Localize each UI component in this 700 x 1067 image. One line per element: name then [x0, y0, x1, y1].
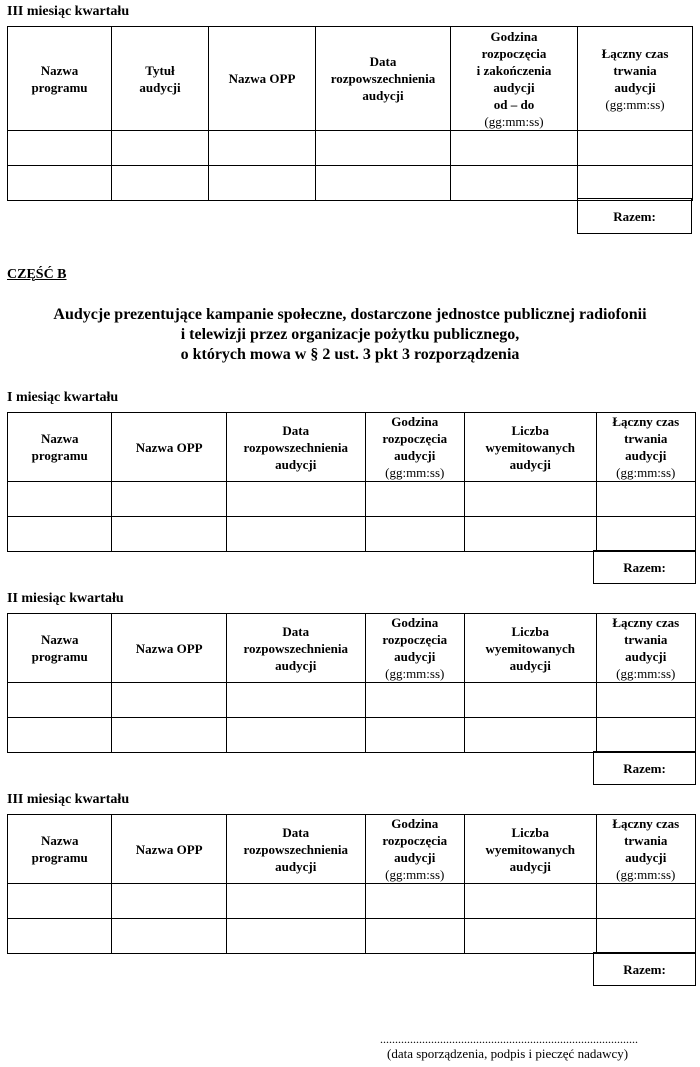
table-b-month-3: [7, 814, 696, 954]
column-header-line: programu: [31, 79, 88, 95]
table-cell[interactable]: [365, 683, 464, 718]
table-row: [8, 166, 693, 201]
column-header-line: audycji: [394, 649, 436, 664]
table-cell[interactable]: [365, 517, 464, 552]
column-header-line: trwania: [613, 62, 657, 78]
column-header: [451, 27, 578, 131]
table-header-row: [8, 815, 696, 884]
total-label: Razem:: [594, 953, 696, 986]
column-header: [464, 413, 596, 482]
column-header-line: rozpoczęcia: [382, 632, 448, 647]
total-box-b-month-3: [593, 952, 696, 986]
table-cell[interactable]: [365, 718, 464, 753]
table-row: [8, 517, 696, 552]
total-label: Razem:: [578, 199, 692, 234]
signature-line: ......................................................................................: [380, 1032, 638, 1046]
column-header: [365, 413, 464, 482]
column-header-line: wyemitowanych: [485, 841, 575, 857]
column-header-line: Nazwa OPP: [228, 71, 296, 86]
column-header-line: Godzina: [391, 615, 439, 630]
part-b-title-line: i telewizji przez organizacje pożytku publicznego,: [180, 326, 520, 343]
column-header-line: audycji: [614, 79, 656, 95]
total-box-a-month-3: [577, 198, 692, 234]
table-cell[interactable]: [209, 131, 316, 166]
column-header: [112, 413, 226, 482]
column-header: [112, 27, 209, 131]
table-cell[interactable]: [8, 683, 112, 718]
column-header-line: audycji: [625, 850, 667, 865]
column-header-line: audycji: [275, 456, 317, 472]
column-header: [8, 815, 112, 884]
table-cell[interactable]: [316, 131, 451, 166]
column-header-line: trwania: [624, 632, 668, 647]
table-cell[interactable]: [464, 919, 596, 954]
column-header-line: od – do: [493, 96, 535, 112]
column-header-line: Łączny czas: [601, 45, 669, 61]
column-header-line: Nazwa OPP: [135, 439, 203, 455]
table-cell[interactable]: [451, 166, 578, 201]
column-header-line: audycji: [275, 657, 317, 673]
table-row: [8, 482, 696, 517]
table-cell[interactable]: [316, 166, 451, 201]
column-header-line: Nazwa OPP: [135, 841, 203, 857]
column-header-line: Liczba: [511, 824, 550, 840]
section-label-b-month-1: I miesiąc kwartału: [7, 390, 119, 405]
table-cell[interactable]: [8, 517, 112, 552]
column-header: [316, 27, 451, 131]
column-header-line: Tytuł: [145, 62, 175, 78]
table-cell[interactable]: [112, 884, 226, 919]
column-header-line: Nazwa: [40, 62, 79, 78]
column-header-unit: (gg:mm:ss): [385, 465, 445, 480]
table-cell[interactable]: [464, 718, 596, 753]
column-header-line: trwania: [624, 833, 668, 848]
total-label: Razem:: [594, 752, 696, 785]
table-cell[interactable]: [464, 683, 596, 718]
table-b-month-2: [7, 613, 696, 753]
column-header-line: rozpowszechnienia: [330, 71, 436, 86]
part-b-title-line: Audycje prezentujące kampanie społeczne, dostarczone jednostce publicznej radiofonii: [53, 306, 647, 323]
column-header-line: Nazwa OPP: [135, 640, 203, 656]
column-header-line: audycji: [509, 456, 551, 472]
table-cell[interactable]: [8, 919, 112, 954]
column-header: [226, 413, 365, 482]
signature-caption: (data sporządzenia, podpis i pieczęć nadawcy): [387, 1046, 629, 1061]
column-header-line: audycji: [275, 858, 317, 874]
column-header-line: Data: [282, 623, 310, 639]
column-header-line: programu: [31, 850, 88, 865]
table-cell[interactable]: [226, 683, 365, 718]
column-header: [112, 815, 226, 884]
column-header-line: Godzina: [391, 816, 439, 831]
column-header-line: rozpowszechnienia: [243, 439, 348, 455]
table-cell[interactable]: [365, 919, 464, 954]
section-label-a-month-3: III miesiąc kwartału: [7, 4, 130, 19]
column-header: [464, 815, 596, 884]
column-header-line: audycji: [362, 88, 404, 103]
column-header: [464, 614, 596, 683]
table-cell[interactable]: [8, 131, 112, 166]
column-header-line: wyemitowanych: [485, 640, 575, 656]
table-cell[interactable]: [365, 482, 464, 517]
column-header: [596, 614, 695, 683]
table-cell[interactable]: [578, 131, 693, 166]
table-cell[interactable]: [226, 884, 365, 919]
table-header-row: [8, 413, 696, 482]
column-header: [226, 815, 365, 884]
column-header-line: Data: [282, 422, 310, 438]
column-header-line: Nazwa: [40, 632, 79, 647]
column-header-line: audycji: [625, 448, 667, 463]
column-header: [578, 27, 693, 131]
column-header-line: rozpowszechnienia: [243, 640, 348, 656]
section-label-b-month-2: II miesiąc kwartału: [7, 591, 124, 606]
column-header: [209, 27, 316, 131]
column-header-line: Łączny czas: [612, 414, 680, 429]
table-cell[interactable]: [596, 482, 695, 517]
column-header-line: Data: [282, 824, 310, 840]
table-cell[interactable]: [112, 166, 209, 201]
column-header: [8, 27, 112, 131]
table-row: [8, 919, 696, 954]
table-cell[interactable]: [8, 718, 112, 753]
table-cell[interactable]: [464, 482, 596, 517]
column-header: [112, 614, 226, 683]
table-cell[interactable]: [578, 166, 693, 201]
column-header-line: audycji: [139, 79, 181, 95]
table-cell[interactable]: [596, 919, 695, 954]
table-cell[interactable]: [226, 718, 365, 753]
table-cell[interactable]: [112, 919, 226, 954]
column-header-unit: (gg:mm:ss): [484, 113, 544, 129]
table-cell[interactable]: [365, 884, 464, 919]
table-cell[interactable]: [596, 884, 695, 919]
part-b-heading: CZĘŚĆ B: [7, 267, 67, 282]
table-row: [8, 718, 696, 753]
column-header-line: audycji: [509, 858, 551, 874]
table-cell[interactable]: [226, 517, 365, 552]
column-header: [226, 614, 365, 683]
column-header-line: audycji: [493, 79, 535, 95]
column-header-line: wyemitowanych: [485, 439, 575, 455]
column-header-unit: (gg:mm:ss): [385, 867, 445, 882]
column-header-line: Liczba: [511, 422, 550, 438]
table-cell[interactable]: [226, 482, 365, 517]
table-a-month-3: [7, 26, 693, 201]
table-cell[interactable]: [112, 131, 209, 166]
table-cell[interactable]: [112, 517, 226, 552]
column-header-line: Godzina: [490, 28, 538, 44]
part-b-title: [0, 305, 700, 365]
total-box-b-month-2: [593, 751, 696, 785]
column-header-line: rozpowszechnienia: [243, 841, 348, 857]
table-cell[interactable]: [8, 166, 112, 201]
table-header-row: [8, 614, 696, 683]
table-header-row: [8, 27, 693, 131]
section-label-b-month-3: III miesiąc kwartału: [7, 792, 130, 807]
column-header-line: audycji: [394, 850, 436, 865]
column-header-line: rozpoczęcia: [481, 45, 547, 61]
column-header-line: programu: [31, 448, 88, 463]
table-b-month-1: [7, 412, 696, 552]
table-cell[interactable]: [596, 517, 695, 552]
column-header: [365, 815, 464, 884]
column-header-line: Nazwa: [40, 833, 79, 848]
column-header-line: Godzina: [391, 414, 439, 429]
column-header: [8, 413, 112, 482]
total-label: Razem:: [594, 551, 696, 584]
column-header-unit: (gg:mm:ss): [605, 96, 665, 112]
part-b-title-line: o których mowa w § 2 ust. 3 pkt 3 rozporządzenia: [180, 346, 520, 363]
column-header-line: audycji: [625, 649, 667, 664]
total-box-b-month-1: [593, 550, 696, 584]
column-header-line: i zakończenia: [476, 62, 552, 78]
column-header-line: Data: [369, 54, 397, 69]
table-cell[interactable]: [112, 683, 226, 718]
column-header-line: audycji: [394, 448, 436, 463]
table-cell[interactable]: [464, 884, 596, 919]
column-header-line: trwania: [624, 431, 668, 446]
column-header-line: Łączny czas: [612, 816, 680, 831]
column-header-unit: (gg:mm:ss): [616, 867, 676, 882]
table-cell[interactable]: [596, 718, 695, 753]
column-header: [596, 815, 695, 884]
table-cell[interactable]: [451, 131, 578, 166]
table-cell[interactable]: [596, 683, 695, 718]
table-row: [8, 131, 693, 166]
column-header-line: Nazwa: [40, 431, 79, 446]
column-header-unit: (gg:mm:ss): [616, 465, 676, 480]
table-cell[interactable]: [8, 884, 112, 919]
table-cell[interactable]: [112, 482, 226, 517]
column-header-line: Łączny czas: [612, 615, 680, 630]
column-header-unit: (gg:mm:ss): [616, 666, 676, 681]
column-header-unit: (gg:mm:ss): [385, 666, 445, 681]
column-header: [8, 614, 112, 683]
column-header: [365, 614, 464, 683]
table-cell[interactable]: [226, 919, 365, 954]
column-header-line: rozpoczęcia: [382, 431, 448, 446]
column-header-line: audycji: [509, 657, 551, 673]
column-header: [596, 413, 695, 482]
table-row: [8, 683, 696, 718]
table-cell[interactable]: [112, 718, 226, 753]
column-header-line: programu: [31, 649, 88, 664]
table-cell[interactable]: [464, 517, 596, 552]
table-row: [8, 884, 696, 919]
table-cell[interactable]: [8, 482, 112, 517]
column-header-line: rozpoczęcia: [382, 833, 448, 848]
table-cell[interactable]: [209, 166, 316, 201]
column-header-line: Liczba: [511, 623, 550, 639]
